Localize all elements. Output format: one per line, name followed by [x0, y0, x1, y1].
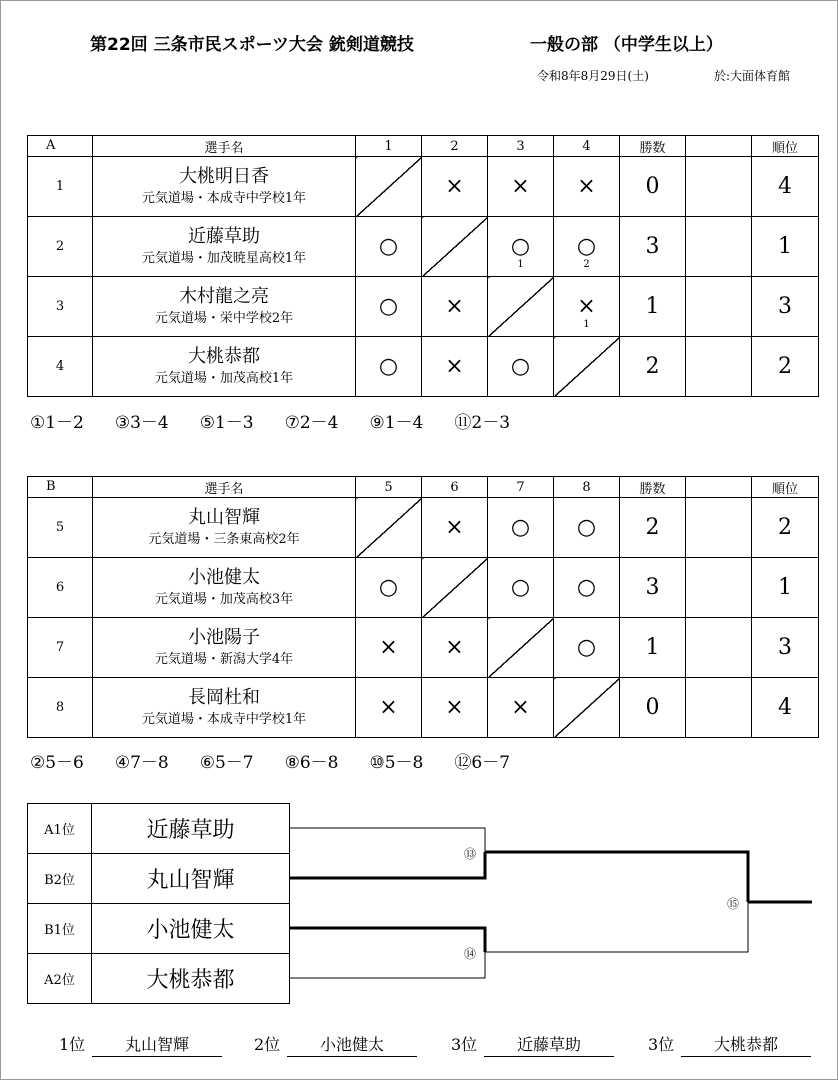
match-order-item: ①1－2	[30, 413, 84, 433]
player-number: 7	[28, 618, 93, 678]
result-mark: ○	[378, 574, 399, 600]
rank-cell: 1	[752, 558, 819, 618]
final-rank-label: 3位	[648, 1035, 675, 1054]
result-mark: ×	[445, 173, 464, 199]
rank-cell: 4	[752, 157, 819, 217]
player-name: 丸山智輝	[188, 506, 260, 528]
group-label: B	[28, 477, 93, 498]
wins-cell: 3	[620, 558, 686, 618]
score-note: 1	[517, 259, 524, 270]
event-date: 令和8年8月29日(土)	[537, 69, 649, 83]
rank-cell: 3	[752, 618, 819, 678]
bracket-line	[290, 828, 485, 852]
result-mark: ○	[510, 574, 531, 600]
wins-cell: 1	[620, 618, 686, 678]
tournament-title: 第22回 三条市民スポーツ大会 銃剣道競技	[90, 35, 414, 55]
result-mark: ×	[445, 694, 464, 720]
match-order-item: ③3－4	[114, 413, 169, 433]
result-mark: ○	[576, 634, 597, 660]
result-mark: ○	[378, 233, 399, 259]
event-venue: 於:大面体育館	[714, 69, 791, 83]
col-player-header: 選手名	[93, 136, 356, 157]
rank-cell: 3	[752, 277, 819, 337]
final-rank-label: 3位	[451, 1035, 478, 1054]
wins-cell: 2	[620, 498, 686, 558]
player-club: 元気道場・本成寺中学校1年	[141, 711, 307, 727]
player-club: 元気道場・加茂高校1年	[154, 370, 294, 386]
result-mark: ×	[445, 353, 464, 379]
col-rank-header: 順位	[752, 477, 819, 498]
player-name: 木村龍之亮	[179, 285, 269, 307]
final-rank-label: 1位	[59, 1035, 86, 1054]
player-name: 大桃恭都	[188, 345, 260, 367]
col-match-header: 5	[356, 477, 422, 498]
player-name: 小池健太	[188, 566, 260, 588]
col-match-header: 8	[554, 477, 620, 498]
final-rank-name: 大桃恭都	[681, 1032, 811, 1057]
result-mark: ×	[379, 694, 398, 720]
result-mark: ○	[576, 514, 597, 540]
col-player-header: 選手名	[93, 477, 356, 498]
col-match-header: 3	[488, 136, 554, 157]
bracket-seed: B1位	[28, 904, 92, 954]
result-mark: ×	[445, 293, 464, 319]
bracket-seed: A1位	[28, 804, 92, 854]
player-number: 3	[28, 277, 93, 337]
match-order-item: ④7－8	[114, 753, 169, 773]
wins-cell: 0	[620, 678, 686, 738]
wins-cell: 3	[620, 217, 686, 277]
player-club: 元気道場・本成寺中学校1年	[141, 190, 307, 206]
col-rank-header: 順位	[752, 136, 819, 157]
result-mark: ○	[576, 574, 597, 600]
wins-cell: 1	[620, 277, 686, 337]
result-mark: ×	[511, 694, 530, 720]
col-wins-header: 勝数	[620, 136, 686, 157]
player-club: 元気道場・新潟大学4年	[154, 651, 294, 667]
match-number: ⑮	[727, 897, 740, 911]
col-match-header: 4	[554, 136, 620, 157]
col-match-header: 7	[488, 477, 554, 498]
match-order-item: ⑫6－7	[454, 753, 511, 773]
player-number: 6	[28, 558, 93, 618]
player-club: 元気道場・栄中学校2年	[154, 310, 294, 326]
bracket-line	[290, 852, 485, 878]
group-label: A	[28, 136, 93, 157]
result-mark: ○	[576, 233, 597, 259]
bracket-line	[485, 852, 748, 902]
division-label: 一般の部 （中学生以上）	[530, 35, 723, 55]
rank-cell: 4	[752, 678, 819, 738]
score-note: 2	[583, 259, 590, 270]
player-name: 近藤草助	[188, 225, 260, 247]
match-order-item: ⑨1－4	[369, 413, 424, 433]
match-order-item: ⑦2－4	[284, 413, 339, 433]
wins-cell: 2	[620, 337, 686, 397]
result-mark: ○	[510, 353, 531, 379]
match-order-item: ⑩5－8	[369, 753, 424, 773]
final-rank-name: 丸山智輝	[92, 1032, 222, 1057]
rank-cell: 1	[752, 217, 819, 277]
rank-cell: 2	[752, 337, 819, 397]
player-club: 元気道場・加茂暁星高校1年	[141, 250, 307, 266]
bracket-line	[485, 902, 748, 952]
bracket-line	[290, 952, 485, 978]
bracket-seed: A2位	[28, 954, 92, 1004]
wins-cell: 0	[620, 157, 686, 217]
bracket-player-name: 小池健太	[92, 904, 290, 954]
final-rank-label: 2位	[254, 1035, 281, 1054]
col-wins-header: 勝数	[620, 477, 686, 498]
match-order-item: ⑧6－8	[284, 753, 339, 773]
bracket-player-name: 大桃恭都	[92, 954, 290, 1004]
result-mark: ○	[378, 293, 399, 319]
col-match-header: 2	[422, 136, 488, 157]
player-name: 大桃明日香	[179, 165, 269, 187]
final-rank-name: 近藤草助	[484, 1032, 614, 1057]
score-note: 1	[583, 319, 590, 330]
player-number: 2	[28, 217, 93, 277]
match-number: ⑬	[464, 847, 477, 861]
match-order-item: ⑥5－7	[199, 753, 254, 773]
result-mark: ×	[379, 634, 398, 660]
result-mark: ×	[577, 293, 596, 319]
player-number: 4	[28, 337, 93, 397]
match-order-item: ⑪2－3	[454, 413, 511, 433]
result-mark: ○	[378, 353, 399, 379]
player-club: 元気道場・加茂高校3年	[154, 591, 294, 607]
result-mark: ○	[510, 514, 531, 540]
player-name: 小池陽子	[188, 626, 260, 648]
rank-cell: 2	[752, 498, 819, 558]
col-match-header: 1	[356, 136, 422, 157]
match-order-item: ②5－6	[30, 753, 84, 773]
bracket-line	[290, 928, 485, 952]
player-club: 元気道場・三条東高校2年	[148, 531, 300, 547]
bracket-player-name: 近藤草助	[92, 804, 290, 854]
match-order-item: ⑤1－3	[199, 413, 254, 433]
final-rank-name: 小池健太	[287, 1032, 417, 1057]
result-mark: ×	[445, 514, 464, 540]
result-mark: ×	[577, 173, 596, 199]
player-number: 8	[28, 678, 93, 738]
bracket-seed: B2位	[28, 854, 92, 904]
bracket-player-name: 丸山智輝	[92, 854, 290, 904]
col-match-header: 6	[422, 477, 488, 498]
player-name: 長岡杜和	[188, 686, 260, 708]
result-mark: ×	[445, 634, 464, 660]
player-number: 5	[28, 498, 93, 558]
result-mark: ×	[511, 173, 530, 199]
match-number: ⑭	[464, 947, 477, 961]
player-number: 1	[28, 157, 93, 217]
result-mark: ○	[510, 233, 531, 259]
